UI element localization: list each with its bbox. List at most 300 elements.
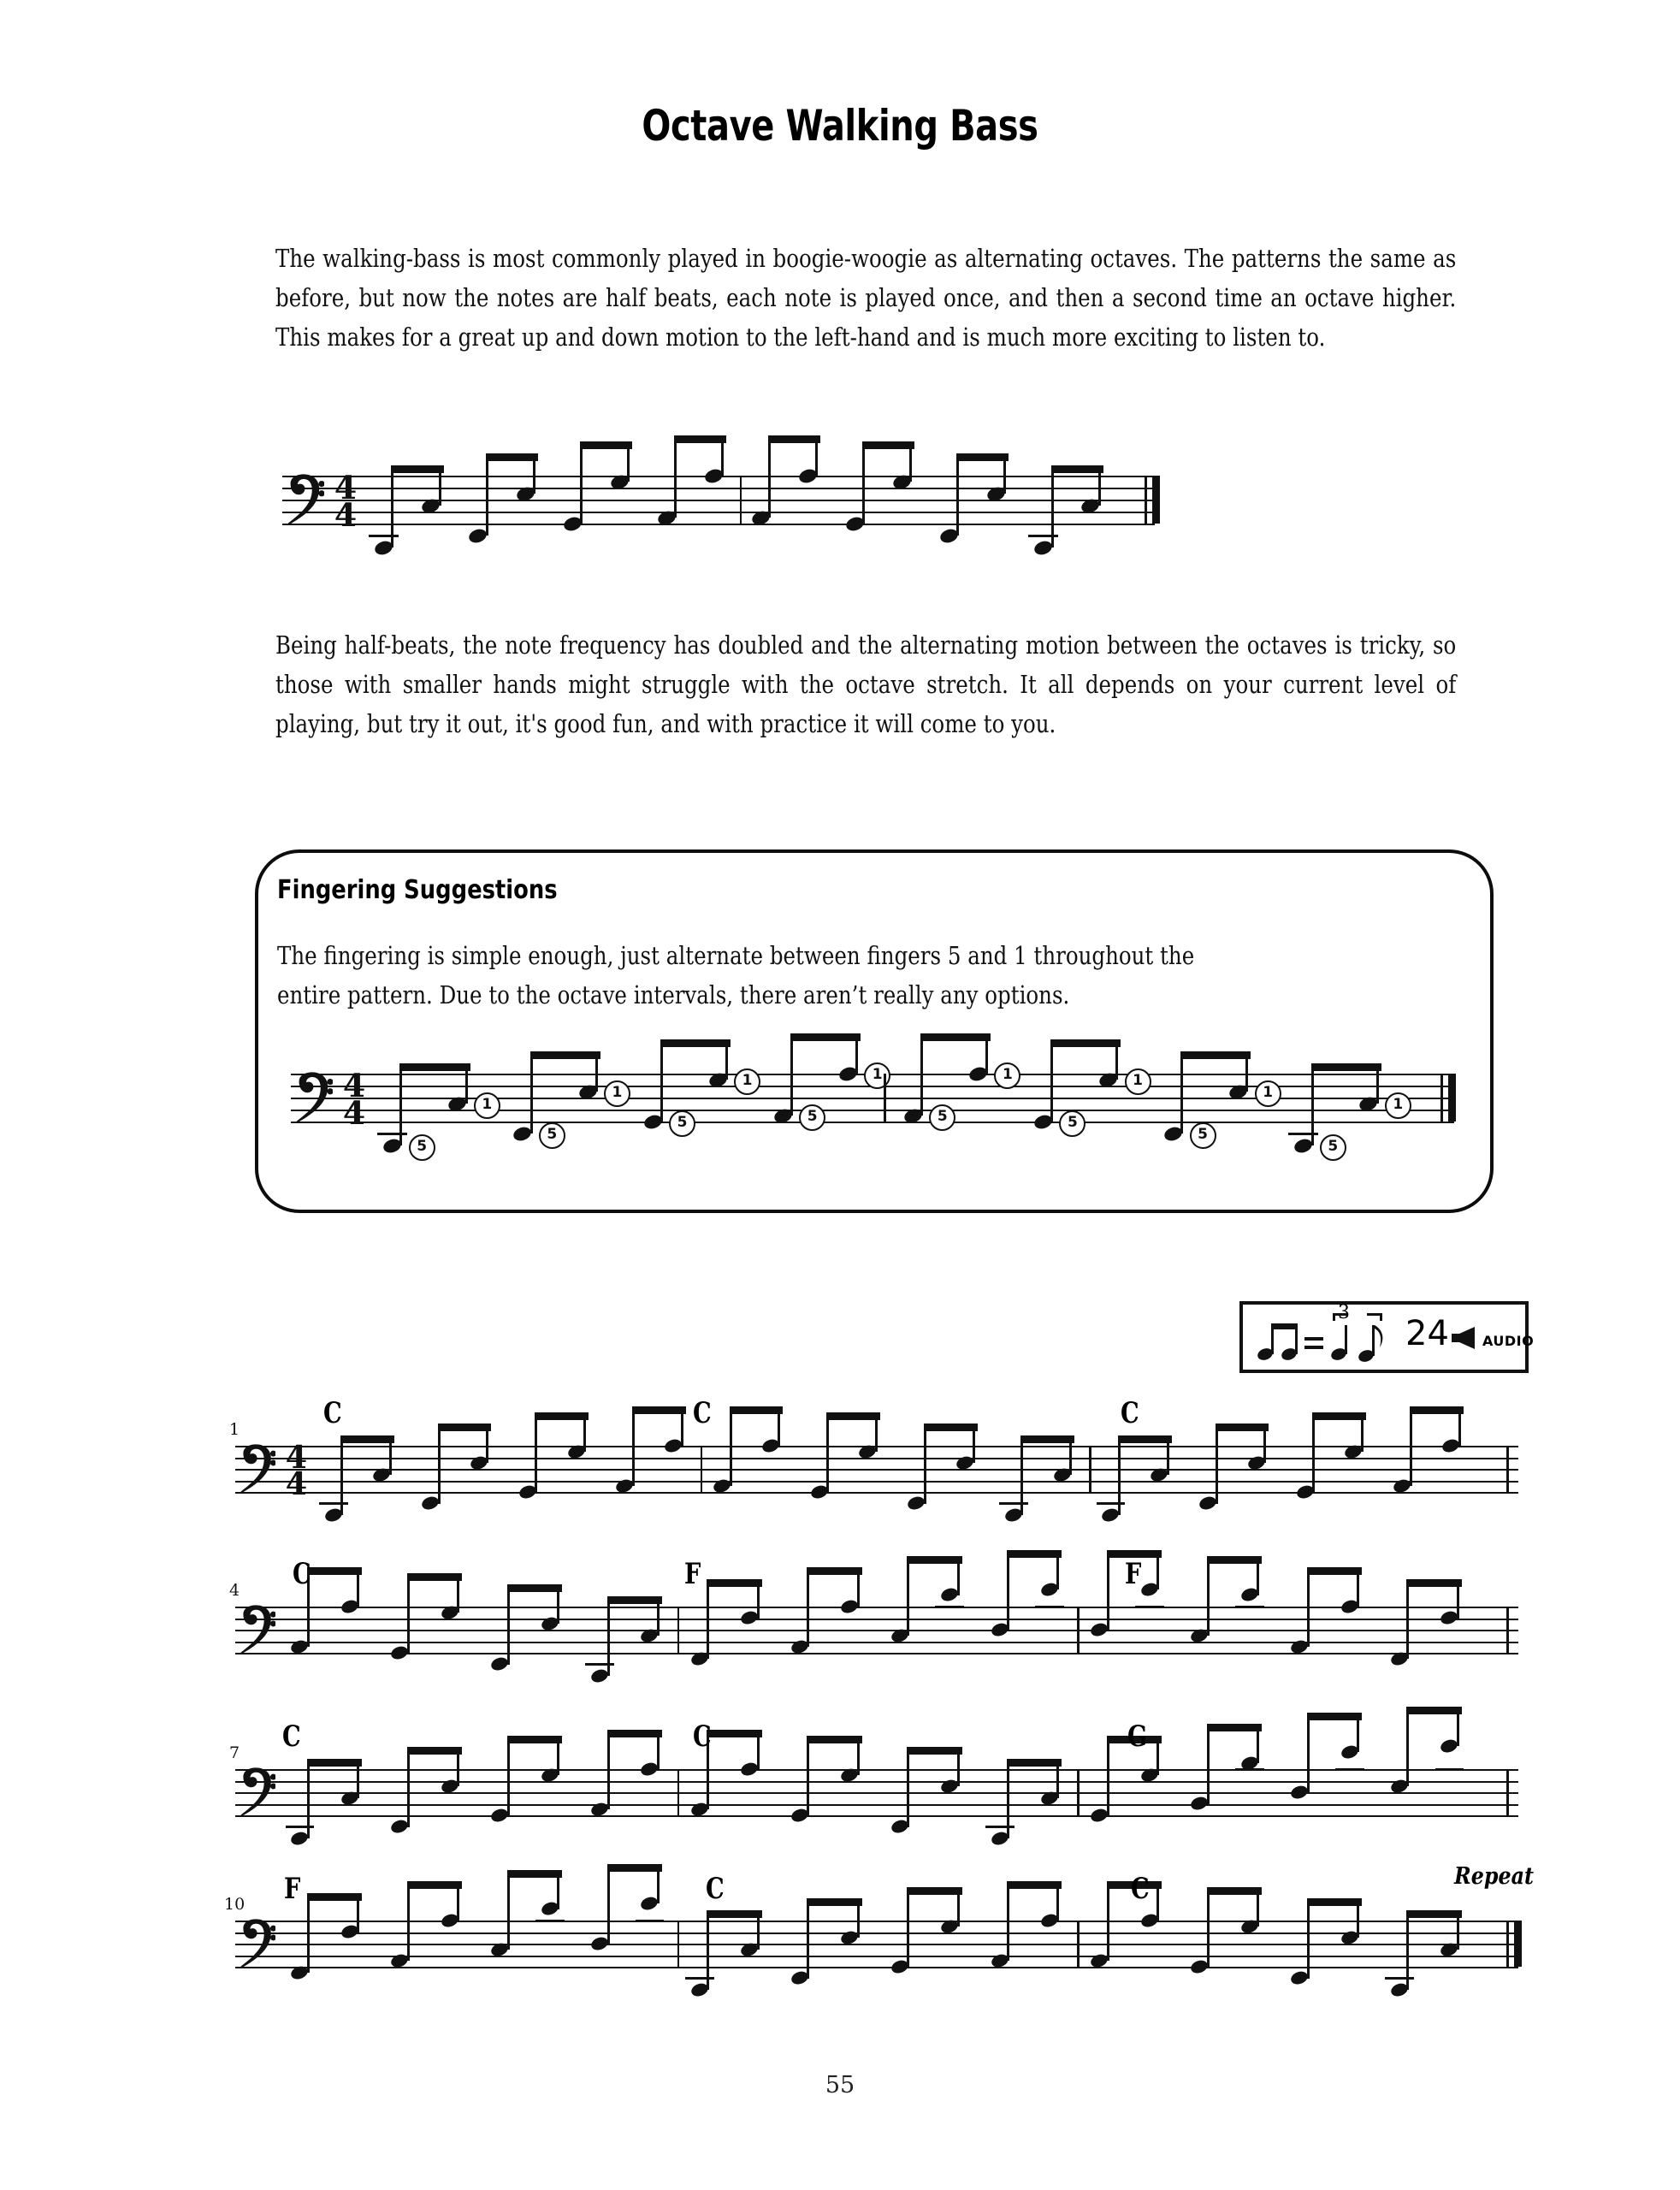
- swing-eighths-equation: [1251, 1301, 1423, 1373]
- time-signature: [284, 1438, 310, 1503]
- note-stem: [1357, 1716, 1359, 1752]
- staff-line: [235, 1630, 1518, 1631]
- note-stem: [1361, 1416, 1364, 1452]
- note-stem: [857, 1739, 860, 1775]
- chord-symbol: G: [1127, 1719, 1148, 1754]
- ledger-line: [1235, 1768, 1264, 1771]
- barline-thin: [1440, 1074, 1443, 1122]
- note-stem: [1156, 1739, 1159, 1775]
- note-stem: [790, 1037, 793, 1116]
- beam: [1307, 1898, 1362, 1906]
- note-stem: [907, 1750, 909, 1826]
- staff-line: [282, 524, 1155, 525]
- staff-line: [235, 1769, 1518, 1771]
- beam: [307, 1567, 362, 1575]
- beam: [862, 441, 914, 449]
- barline: [677, 1921, 680, 1967]
- beam: [1312, 1412, 1366, 1420]
- staff-line: [235, 1921, 1518, 1922]
- barline: [677, 1769, 680, 1815]
- fingering-circle: 5: [799, 1104, 825, 1131]
- time-sig-denominator: 4: [342, 1094, 366, 1133]
- callout-body: [277, 937, 1476, 1015]
- callout-body-line2: entire pattern. Due to the octave intervals, there aren’t really any options.: [277, 981, 1070, 1009]
- note-stem: [557, 1588, 559, 1624]
- fingering-circle: 1: [864, 1062, 890, 1089]
- note-stem: [1257, 1727, 1259, 1763]
- barline-thin: [1506, 1921, 1509, 1967]
- note-stem: [407, 1750, 410, 1826]
- triplet-number: 3: [1338, 1302, 1350, 1323]
- ledger-line: [685, 1977, 714, 1980]
- note-stem: [1051, 469, 1054, 548]
- beam: [1007, 1881, 1062, 1889]
- beam: [580, 441, 632, 449]
- barline: [1089, 1446, 1091, 1492]
- note-stem: [627, 445, 630, 482]
- beam: [660, 1039, 731, 1047]
- note-stem: [826, 1416, 829, 1492]
- chord-symbol: F: [284, 1872, 301, 1906]
- beam: [507, 1584, 562, 1592]
- note-stem: [465, 1067, 468, 1104]
- beam: [399, 1063, 470, 1071]
- note-stem: [1207, 1727, 1210, 1803]
- fingering-circle: 1: [474, 1092, 500, 1119]
- note-stem: [583, 1416, 586, 1452]
- note-stem: [1216, 1427, 1218, 1503]
- note-stem: [1056, 1885, 1059, 1921]
- beam: [1020, 1435, 1074, 1443]
- note-stem: [957, 1891, 960, 1927]
- note-stem: [557, 1873, 559, 1909]
- note-stem: [1115, 1043, 1118, 1080]
- barline: [1077, 1921, 1080, 1967]
- note-stem: [407, 1577, 410, 1653]
- ledger-line: [319, 1502, 348, 1505]
- barline: [1506, 1769, 1509, 1815]
- note-stem: [457, 1750, 459, 1786]
- note-stem: [507, 1588, 510, 1664]
- bass-clef-icon: [286, 473, 324, 528]
- chord-symbol: C: [1131, 1872, 1150, 1906]
- note-stem: [674, 439, 677, 518]
- note-stem: [607, 1600, 610, 1676]
- ledger-line: [985, 1826, 1015, 1828]
- note-stem: [399, 1067, 402, 1145]
- beam: [1216, 1424, 1269, 1431]
- note-stem: [956, 457, 959, 536]
- chord-symbol: C: [293, 1557, 311, 1591]
- time-sig-numerator: 4: [342, 1066, 366, 1104]
- beam: [307, 1893, 362, 1901]
- note-stem: [707, 1914, 709, 1990]
- note-stem: [1257, 1560, 1259, 1595]
- note-stem: [307, 1897, 310, 1973]
- note-stem: [657, 1733, 660, 1769]
- barline: [740, 476, 742, 524]
- chord-symbol: C: [693, 1719, 712, 1754]
- beam: [707, 1579, 761, 1587]
- note-stem: [1207, 1891, 1210, 1967]
- beam: [707, 1730, 761, 1737]
- beam: [907, 1747, 961, 1755]
- fingering-circle: 1: [1125, 1068, 1151, 1095]
- callout-body-line1: The fingering is simple enough, just alternate between fingers 5 and 1 throughout the: [277, 942, 1195, 970]
- note-stem: [507, 1739, 510, 1815]
- note-stem: [530, 1055, 533, 1133]
- beam: [1207, 1887, 1262, 1895]
- barline: [677, 1607, 680, 1653]
- staff-line: [235, 1481, 1518, 1483]
- note-stem: [457, 1577, 459, 1613]
- beam: [674, 435, 726, 443]
- note-stem: [1020, 1439, 1023, 1515]
- time-sig-denominator: 4: [334, 496, 358, 535]
- fingering-circle: 5: [409, 1134, 435, 1161]
- staff-line: [235, 1804, 1518, 1806]
- beam: [1007, 1550, 1062, 1558]
- note-stem: [920, 1037, 923, 1116]
- note-stem: [486, 1427, 488, 1463]
- note-stem: [1312, 1416, 1315, 1492]
- note-stem: [439, 469, 441, 506]
- beam: [407, 1881, 462, 1889]
- beam: [1051, 465, 1103, 473]
- note-stem: [862, 445, 865, 524]
- note-stem: [357, 1897, 359, 1933]
- beam: [1180, 1051, 1251, 1059]
- ledger-line: [999, 1502, 1028, 1505]
- beam: [486, 453, 538, 461]
- fingering-circle: 5: [1059, 1110, 1085, 1137]
- note-stem: [1056, 1554, 1059, 1589]
- speaker-icon: [1449, 1325, 1478, 1355]
- note-stem: [660, 1043, 663, 1122]
- staff-line: [235, 1933, 1518, 1934]
- note-stem: [1457, 1710, 1459, 1746]
- staff-line: [235, 1815, 1518, 1817]
- beam: [907, 1887, 961, 1895]
- staff-line: [235, 1458, 1518, 1459]
- note-stem: [757, 1583, 760, 1619]
- fingering-circle: 1: [734, 1068, 760, 1095]
- beam: [1406, 1910, 1461, 1918]
- fingering-circle: 1: [1385, 1092, 1411, 1119]
- ledger-line: [1335, 1768, 1364, 1771]
- ledger-line: [636, 1920, 665, 1922]
- beam: [826, 1412, 880, 1420]
- beam: [907, 1556, 961, 1564]
- score-system-2: [235, 1607, 1518, 1709]
- repeat-label: Repeat: [1454, 1863, 1534, 1890]
- intro-paragraph: The walking-bass is most commonly played in boogie-woogie as alternating octaves. The patterns the same as before, but now the notes are half beats, each note is played once, and then a second time an octave higher. This makes for a great up and down motion to the left-hand and is much more exciting to listen to.: [275, 245, 1457, 352]
- note-stem: [1107, 1739, 1109, 1815]
- note-stem: [730, 1410, 732, 1486]
- beam: [1118, 1435, 1172, 1443]
- note-stem: [757, 1914, 760, 1950]
- barline: [1077, 1607, 1080, 1653]
- audio-track-number: 24: [1405, 1314, 1449, 1353]
- time-sig-numerator: 4: [285, 1438, 308, 1476]
- note-stem: [657, 1600, 660, 1636]
- note-stem: [607, 1733, 610, 1809]
- beam: [632, 1406, 686, 1414]
- time-signature: [333, 468, 359, 535]
- ledger-line: [1028, 535, 1058, 537]
- note-stem: [391, 469, 393, 548]
- measure-number-4: 4: [229, 1581, 240, 1600]
- barline-thin: [1145, 476, 1147, 524]
- fingering-circle: 1: [604, 1080, 630, 1107]
- beam: [507, 1736, 562, 1743]
- note-stem: [357, 1762, 359, 1798]
- beam: [956, 453, 1009, 461]
- beam: [535, 1412, 589, 1420]
- staff-line: [235, 1492, 1518, 1494]
- note-stem: [1107, 1885, 1109, 1961]
- beam: [807, 1567, 861, 1575]
- note-stem: [1007, 1554, 1009, 1630]
- beam: [507, 1870, 562, 1878]
- note-stem: [875, 1416, 878, 1452]
- beam: [1307, 1713, 1362, 1720]
- barline: [1506, 1607, 1509, 1653]
- fingering-circle: 5: [1190, 1122, 1216, 1149]
- note-stem: [595, 1055, 598, 1092]
- note-stem: [985, 1037, 988, 1074]
- bass-clef-icon: [239, 1604, 275, 1657]
- beam: [707, 1910, 761, 1918]
- note-stem: [1357, 1902, 1359, 1938]
- ledger-line: [1035, 1606, 1064, 1608]
- note-stem: [389, 1439, 392, 1475]
- beam: [407, 1573, 462, 1581]
- ledger-line: [1288, 1133, 1318, 1135]
- fingering-circle: 1: [994, 1062, 1020, 1089]
- beam: [807, 1736, 861, 1743]
- fingering-circle: 5: [539, 1122, 565, 1149]
- note-stem: [1007, 1762, 1009, 1838]
- fingering-staff: [291, 1065, 1454, 1185]
- note-stem: [1406, 1710, 1409, 1786]
- ledger-line: [377, 1133, 407, 1135]
- note-stem: [1003, 457, 1006, 494]
- beam: [924, 1424, 978, 1431]
- note-stem: [1406, 1583, 1409, 1659]
- measure-number-7: 7: [229, 1743, 240, 1762]
- barline: [701, 1446, 703, 1492]
- beam: [1207, 1724, 1262, 1731]
- beam: [1311, 1063, 1381, 1071]
- note-stem: [340, 1439, 343, 1515]
- note-stem: [855, 1037, 858, 1074]
- note-stem: [857, 1902, 860, 1938]
- note-stem: [1457, 1583, 1459, 1619]
- barline-thick: [1514, 1921, 1522, 1967]
- note-stem: [681, 1410, 683, 1446]
- example-staff: [282, 468, 1155, 578]
- staff-line: [291, 1122, 1454, 1123]
- ledger-line: [585, 1663, 614, 1666]
- note-stem: [924, 1427, 926, 1503]
- beam: [607, 1864, 662, 1872]
- beam: [1207, 1556, 1262, 1564]
- beam: [391, 465, 443, 473]
- beam: [407, 1747, 462, 1755]
- beam: [730, 1406, 784, 1414]
- fingering-circle: 5: [929, 1104, 955, 1131]
- staff-line: [235, 1653, 1518, 1654]
- fingering-circle: 5: [1320, 1134, 1346, 1161]
- ledger-line: [1135, 1606, 1164, 1608]
- staff-line: [235, 1781, 1518, 1783]
- note-stem: [815, 439, 818, 476]
- note-stem: [973, 1427, 975, 1463]
- note-stem: [607, 1867, 610, 1944]
- note-stem: [457, 1885, 459, 1921]
- note-stem: [1457, 1914, 1459, 1950]
- beam: [607, 1596, 662, 1604]
- note-stem: [657, 1867, 660, 1903]
- note-stem: [407, 1885, 410, 1961]
- note-stem: [357, 1571, 359, 1607]
- note-stem: [957, 1750, 960, 1786]
- note-stem: [1263, 1427, 1266, 1463]
- beam: [1007, 1759, 1062, 1767]
- note-stem: [557, 1739, 559, 1775]
- note-stem: [1056, 1762, 1059, 1798]
- ledger-line: [935, 1606, 964, 1608]
- bass-clef-icon: [239, 1767, 275, 1820]
- staff-line: [235, 1944, 1518, 1945]
- beam: [790, 1033, 861, 1041]
- time-sig-denominator: 4: [285, 1465, 308, 1503]
- note-stem: [768, 439, 771, 518]
- note-stem: [757, 1733, 760, 1769]
- bass-clef-icon: [239, 1918, 275, 1971]
- note-stem: [1098, 469, 1101, 506]
- note-stem: [486, 457, 488, 536]
- note-stem: [1156, 1554, 1159, 1589]
- note-stem: [907, 1560, 909, 1636]
- ledger-line: [535, 1920, 565, 1922]
- beam: [1410, 1406, 1464, 1414]
- bass-clef-icon: [294, 1071, 333, 1126]
- beam: [340, 1435, 394, 1443]
- beam: [807, 1898, 861, 1906]
- score-system-3: [235, 1769, 1518, 1872]
- beam: [438, 1424, 492, 1431]
- barline: [1077, 1769, 1080, 1815]
- beam: [768, 435, 820, 443]
- ledger-line: [1435, 1768, 1464, 1771]
- staff-line: [291, 1110, 1454, 1111]
- score-system-1: [235, 1438, 1518, 1548]
- barline-thick: [1448, 1074, 1456, 1122]
- note-stem: [507, 1873, 510, 1950]
- note-stem: [1118, 1439, 1121, 1515]
- fingering-circle: 1: [1255, 1080, 1281, 1107]
- beam: [307, 1759, 362, 1767]
- staff-line: [235, 1967, 1518, 1968]
- chord-symbol: C: [1121, 1396, 1139, 1430]
- note-stem: [909, 445, 912, 482]
- note-stem: [1357, 1571, 1359, 1607]
- score-system-4: [235, 1921, 1518, 2023]
- ledger-line: [286, 1826, 315, 1828]
- page-number: 55: [825, 2072, 855, 2098]
- barline-thick: [1152, 476, 1160, 524]
- staff-line: [235, 1607, 1518, 1608]
- ledger-line: [1097, 1502, 1126, 1505]
- note-stem: [1458, 1410, 1461, 1446]
- note-stem: [1376, 1067, 1379, 1104]
- note-stem: [1410, 1410, 1412, 1486]
- page-title: Octave Walking Bass: [642, 101, 1038, 151]
- audio-label: AUDIO: [1482, 1333, 1535, 1349]
- staff-line: [282, 512, 1155, 513]
- note-stem: [1406, 1914, 1409, 1990]
- note-stem: [857, 1571, 860, 1607]
- staff-line: [235, 1792, 1518, 1794]
- note-stem: [535, 1416, 537, 1492]
- measure-number-1: 1: [229, 1420, 240, 1439]
- note-stem: [907, 1891, 909, 1967]
- beam: [920, 1033, 991, 1041]
- beam: [1406, 1579, 1461, 1587]
- barline: [1506, 1446, 1509, 1492]
- beam: [1050, 1039, 1121, 1047]
- ledger-line: [369, 535, 399, 537]
- second-paragraph: Being half-beats, the note frequency has doubled and the alternating motion between the octaves is tricky, so those with smaller hands might struggle with the octave stretch. It all depends on your current level of playing, but try it out, it's good fun, and with practice it will come to you.: [275, 631, 1457, 738]
- note-stem: [632, 1410, 635, 1486]
- note-stem: [580, 445, 583, 524]
- staff-line: [235, 1469, 1518, 1471]
- note-stem: [807, 1902, 809, 1978]
- chord-symbol: C: [706, 1872, 725, 1906]
- measure-number-10: 10: [224, 1895, 245, 1914]
- note-stem: [1311, 1067, 1314, 1145]
- note-stem: [1167, 1439, 1169, 1475]
- time-sig-numerator: 4: [334, 468, 358, 506]
- note-stem: [1307, 1571, 1310, 1647]
- note-stem: [1156, 1885, 1159, 1921]
- staff-line: [235, 1619, 1518, 1620]
- note-stem: [1007, 1885, 1009, 1961]
- beam: [530, 1051, 600, 1059]
- note-stem: [533, 457, 535, 494]
- fingering-circle: 5: [669, 1110, 695, 1137]
- chord-symbol: C: [282, 1719, 301, 1754]
- bass-clef-icon: [239, 1443, 275, 1496]
- staff-line: [282, 500, 1155, 501]
- chord-symbol: F: [1125, 1557, 1142, 1591]
- staff-line: [235, 1956, 1518, 1957]
- note-stem: [707, 1583, 709, 1659]
- note-stem: [1257, 1891, 1259, 1927]
- note-stem: [807, 1739, 809, 1815]
- beam: [607, 1730, 662, 1737]
- barline: [884, 1074, 886, 1122]
- staff-line: [282, 488, 1155, 489]
- ledger-line: [1235, 1606, 1264, 1608]
- ledger-line: [1385, 1977, 1414, 1980]
- note-stem: [778, 1410, 780, 1446]
- note-stem: [957, 1560, 960, 1595]
- note-stem: [725, 1043, 728, 1080]
- beam: [1406, 1707, 1461, 1714]
